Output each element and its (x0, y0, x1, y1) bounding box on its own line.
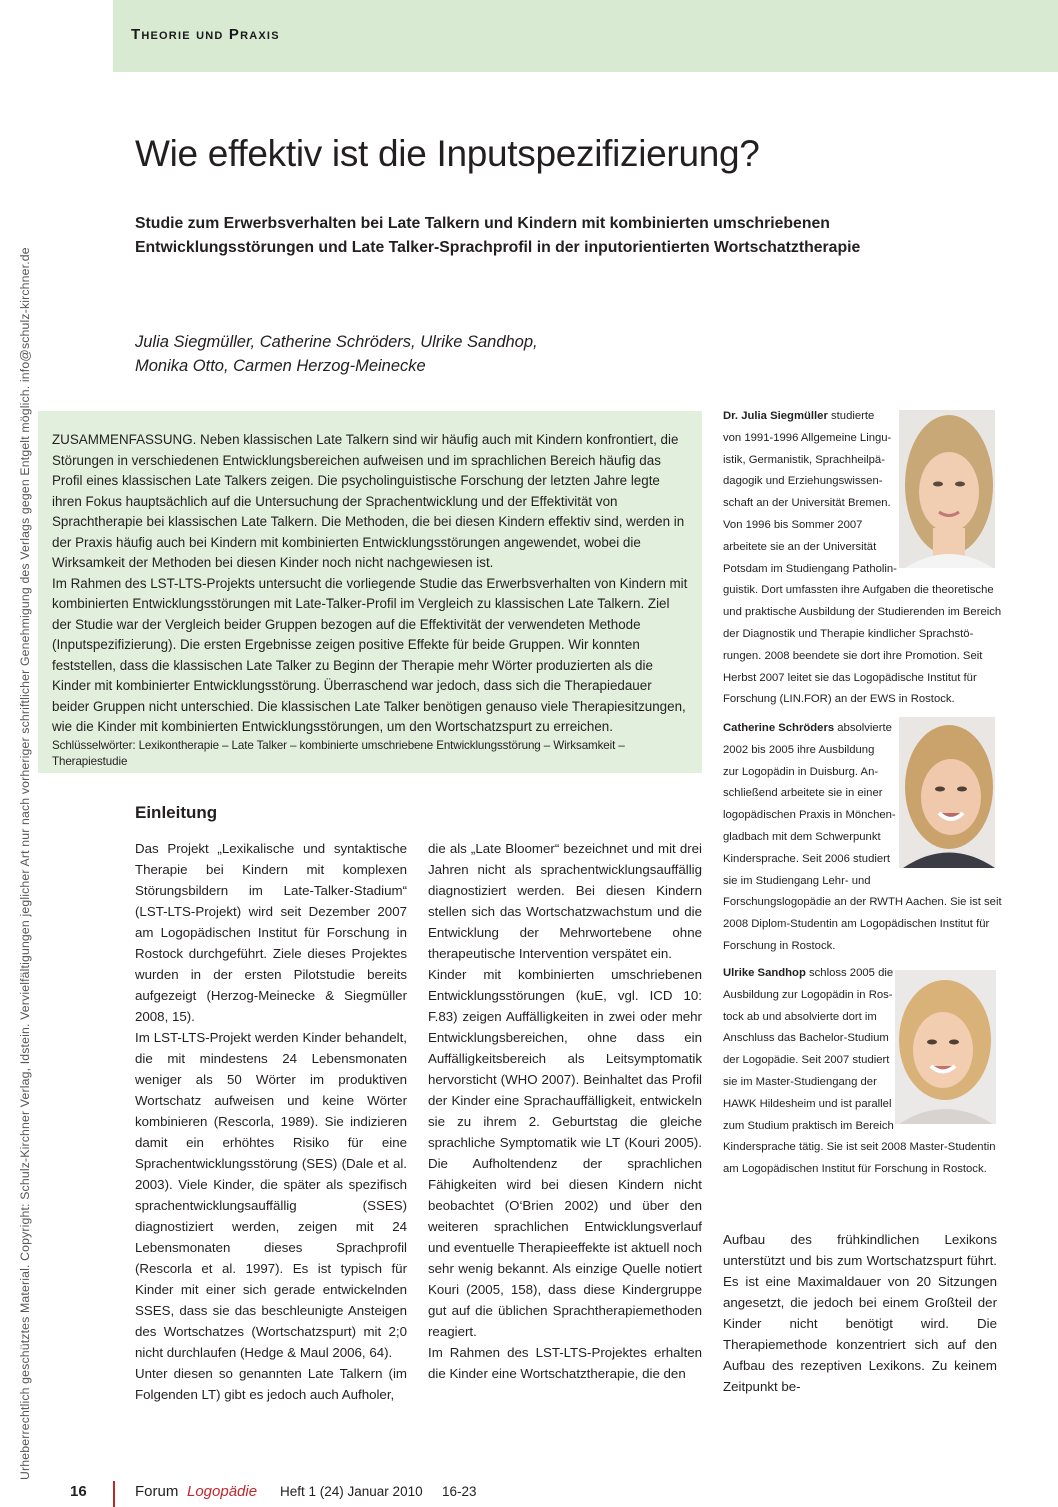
article-subtitle: Studie zum Erwerbsverhalten bei Late Talkern und Kindern mit kombinierten umschriebenen Entwicklungsstörungen und Late Talker-Sprachprofil in der inputorientierten Wortschatztherapie (135, 215, 861, 256)
body-paragraph: Im LST-LTS-Projekt werden Kinder behandelt, die mit mindestens 24 Lebensmonaten weniger als 50 Wörter im produktiven Wortschatz aufweisen und keine Wörter kombinieren (Rescorla, 1989). Sie indizieren damit ein erhöhtes Risiko für eine Sprachentwicklungsstörung (SES) (Dale et al. 2003). Viele Kinder, die später als spezifisch sprachentwicklungsauffällig (SSES) diagnostiziert werden, zeigen mit 24 Lebensmonaten dieses Sprachprofil (Rescorla et al. 1997). Es ist typisch für Kinder mit einer sich gerade entwickelnden SSES, dass sie das beschleunigte Ansteigen des Wortschatzes (Wortschatzspurt) mit 2;0 nicht durchlaufen (Hedge & Maul 2006, 64). (135, 1030, 407, 1360)
bio-line: Forschung in Rostock. (723, 939, 836, 952)
bio-line: schaft an der Universität Bremen. (723, 497, 891, 510)
body-paragraph: Unter diesen so genannten Late Talkern (im Folgenden LT) gibt es jedoch auch Aufholer, (135, 1366, 407, 1402)
abstract-paragraph: Im Rahmen des LST-LTS-Projekts untersucht die vorliegende Studie das Erwerbsverhalten von Kindern mit kombinierten Entwicklungsstörungen mit Late-Talker-Profil im Vergleich zu klassischen Late Talkern. Ziel der Studie war der Vergleich beider Gruppen bezogen auf die Effektivität der verwendeten Methode (Inputspezifizierung). Die ersten Ergebnisse zeigen positive Effekte für beide Gruppen. Wir konnten feststellen, dass die klassischen Late Talker zu Beginn der Therapie mehr Wörter produzierten als die Kinder mit kombinierter Entwicklungsstörung. Überraschend war jedoch, dass sich die Therapiedauer beider Gruppen nicht unterschied. Die klassischen Late Talker benötigen genauso viele Therapiesitzungen, wie die Kinder mit kombinierten Entwicklungsstörungen, um den Wortschatzspurt zu erreichen. (52, 575, 688, 734)
bio-name: Catherine Schröders (723, 722, 835, 734)
bio-line: 2008 Diplom-Studentin am Logopädischen Institut für (723, 918, 990, 931)
bio-line: guistik. Dort umfassten ihre Aufgaben die theoretische (723, 584, 994, 597)
bio-name: Ulrike Sandhop (723, 967, 806, 979)
bio-line: Anschluss das Bachelor-Studium (723, 1032, 889, 1045)
bio-sandhop (723, 963, 996, 1181)
body-paragraph: Kinder mit kombinierten umschriebenen Entwicklungsstörungen (kuE, vgl. ICD 10: F.83) zeigen Auffälligkeiten in zwei oder mehr Entwicklungsbereichen, ohne dass ein Auffälligkeitsbereich als Leitsymptomatik hervorsticht (WHO 2007). Beinhaltet das Profil der Kinder eine Sprachauffälligkeit, entwickeln sie zu ihrem 2. Geburtstag die gleiche sprachliche Symptomatik wie LT (Kouri 2005). Die Aufholtendenz der sprachlichen Fähigkeiten wird bei diesen Kindern nicht beobachtet (O‘Brien 2002) und über den weiteren sprachlichen Entwicklungsverlauf und eventuelle Therapieeffekte ist aktuell noch sehr wenig bekannt. Als einzige Quelle notiert Kouri (2005, 158), dass diese Kindergruppe gut auf die üblichen Sprachtherapiemethoden reagiert. (428, 967, 702, 1339)
abstract-paragraph: ZUSAMMENFASSUNG. Neben klassischen Late Talkern sind wir häufig auch mit Kindern konfrontiert, die Störungen in verschiedenen Entwicklungsbereichen aufweisen und im sprachlichen Bereich häufig das Profil eines klassischen Late Talkers zeigen. Die psycholinguistische Forschung der letzten Jahre legte ihren Fokus hauptsächlich auf die Untersuchung der Sprachentwicklung und der Effektivität von Sprachtherapie bei klassischen Late Talkern. Die Methoden, die bei diesen Kindern effektiv sind, werden in der Praxis häufig auch bei Kindern mit kombinierten Entwicklungsstörungen angewendet, wobei die Wirksamkeit der Methoden bei diesen Kinder noch nicht nachgewiesen ist. (52, 432, 685, 570)
bio-line: rungen. 2008 beendete sie dort ihre Promotion. Seit (723, 649, 983, 662)
body-paragraph: Aufbau des frühkindlichen Lexikons unterstützt und bis zum Wortschatzspurt führt. Es ist eine Maximaldauer von 20 Sitzungen angesetzt, die jedoch bei einem Großteil der Kinder nicht benötigt wird. Die Therapiemethode konzentriert sich auf den Aufbau des rezeptiven Lexikons. Zu keinem Zeitpunkt be- (723, 1232, 997, 1394)
body-paragraph: die als „Late Bloomer“ bezeichnet und mit drei Jahren nicht als sprachentwicklungsauffällig diagnostiziert werden. Bei diesen Kindern stellen sich das Wortschatzwachstum und die Entwicklung der Mehrwortebene ohne therapeutische Intervention verspätet ein. (428, 841, 702, 961)
bio-line: Ausbildung zur Logopädin in Ros- (723, 988, 893, 1001)
journal-name: Forum (135, 1483, 179, 1500)
copyright-side-note: Urheberrechtlich geschütztes Material. Copyright: Schulz-Kirchner Verlag, Idstein. Vervielfältigungen jeglicher Art nur nach vorheriger schriftlicher Genehmigung des Verlags gegen Entgelt möglich. info@schulz-kirchner.de (18, 247, 32, 1480)
author-list (135, 330, 538, 378)
bio-line: absolvierte (837, 722, 892, 734)
bio-schroeders (723, 718, 1002, 958)
bio-line: studierte (831, 410, 875, 422)
page-footer (0, 1483, 1058, 1507)
bio-line: logopädischen Praxis in Mönchen- (723, 809, 896, 822)
bio-siegmueller (723, 406, 1001, 711)
bio-line: arbeitete sie an der Universität (723, 540, 877, 553)
bio-line: der Diagnostik und Therapie kindlicher Sprachstö- (723, 627, 974, 640)
bio-line: zur Logopädin in Duisburg. An- (723, 765, 879, 778)
section-header-bar (113, 0, 1058, 72)
bio-line: HAWK Hildesheim und ist parallel (723, 1097, 892, 1110)
journal-name-italic: Logopädie (187, 1483, 258, 1500)
page-range: 16-23 (442, 1484, 477, 1499)
bio-line: istik, Germanistik, Sprachheilpä- (723, 453, 885, 466)
bio-line: Forschungslogopädie an der RWTH Aachen. Sie ist seit (723, 896, 1002, 909)
page-number: 16 (70, 1483, 87, 1500)
body-paragraph: Das Projekt „Lexikalische und syntaktische Therapie bei Kindern mit komplexen Störungsbildern im Late-Talker-Stadium“ (LST-LTS-Projekt) wird seit Dezember 2007 am Logopädischen Institut für Forschung in Rostock durchgeführt. Ziele dieses Projektes wurden in der ersten Pilotstudie bereits aufgezeigt (Herzog-Meinecke & Siegmüller 2008, 15). (135, 841, 407, 1024)
section-label: Theorie und Praxis (131, 26, 280, 43)
bio-line: der Logopädie. Seit 2007 studiert (723, 1054, 890, 1067)
bio-line: Kindersprache. Seit 2006 studiert (723, 852, 891, 865)
bio-line: Potsdam im Studiengang Patholin- (723, 562, 897, 575)
article-title: Wie effektiv ist die Inputspezifizierung? (135, 133, 760, 174)
bio-line: von 1991-1996 Allgemeine Lingu- (723, 431, 892, 444)
bio-line: und praktische Ausbildung der Studierenden im Bereich (723, 606, 1002, 619)
bio-line: Von 1996 bis Sommer 2007 (723, 518, 863, 531)
bio-line: dagogik und Erziehungswissen- (723, 475, 883, 488)
bio-line: sie im Master-Studiengang der (723, 1075, 877, 1088)
issue-info: Heft 1 (24) Januar 2010 (280, 1484, 423, 1499)
bio-line: Herbst 2007 leitet sie das Logopädische Institut für (723, 671, 977, 684)
section-heading: Einleitung (135, 803, 218, 822)
body-paragraph: Im Rahmen des LST-LTS-Projektes erhalten die Kinder eine Wortschatztherapie, die den (428, 1345, 702, 1381)
body-column-3 (723, 1229, 997, 1397)
bio-line: sie im Studiengang Lehr- und (723, 874, 871, 887)
body-column-1 (135, 838, 407, 1405)
author-line: Monika Otto, Carmen Herzog-Meinecke (135, 357, 426, 375)
bio-line: schließend arbeitete sie in einer (723, 787, 883, 800)
bio-line: 2002 bis 2005 ihre Ausbildung (723, 743, 875, 756)
author-line: Julia Siegmüller, Catherine Schröders, Ulrike Sandhop, (135, 333, 538, 351)
body-column-2 (428, 838, 702, 1384)
bio-line: Forschung (LIN.FOR) an der EWS in Rostock. (723, 693, 955, 706)
bio-line: schloss 2005 die (809, 967, 894, 979)
bio-name: Dr. Julia Siegmüller (723, 410, 828, 422)
bio-line: tock ab und absolvierte dort im (723, 1010, 877, 1023)
bio-line: Kindersprache tätig. Sie ist seit 2008 Master-Studentin (723, 1141, 996, 1154)
bio-line: gladbach mit dem Schwerpunkt (723, 830, 881, 843)
bio-line: am Logopädischen Institut für Forschung in Rostock. (723, 1163, 987, 1176)
footer-divider (113, 1481, 115, 1507)
abstract-box (38, 411, 702, 773)
keywords: Schlüsselwörter: Lexikontherapie – Late Talker – kombinierte umschriebene Entwicklungsstörung – Wirksamkeit – Therapiestudie (52, 738, 625, 768)
bio-line: zum Studium praktisch im Bereich (723, 1119, 894, 1132)
